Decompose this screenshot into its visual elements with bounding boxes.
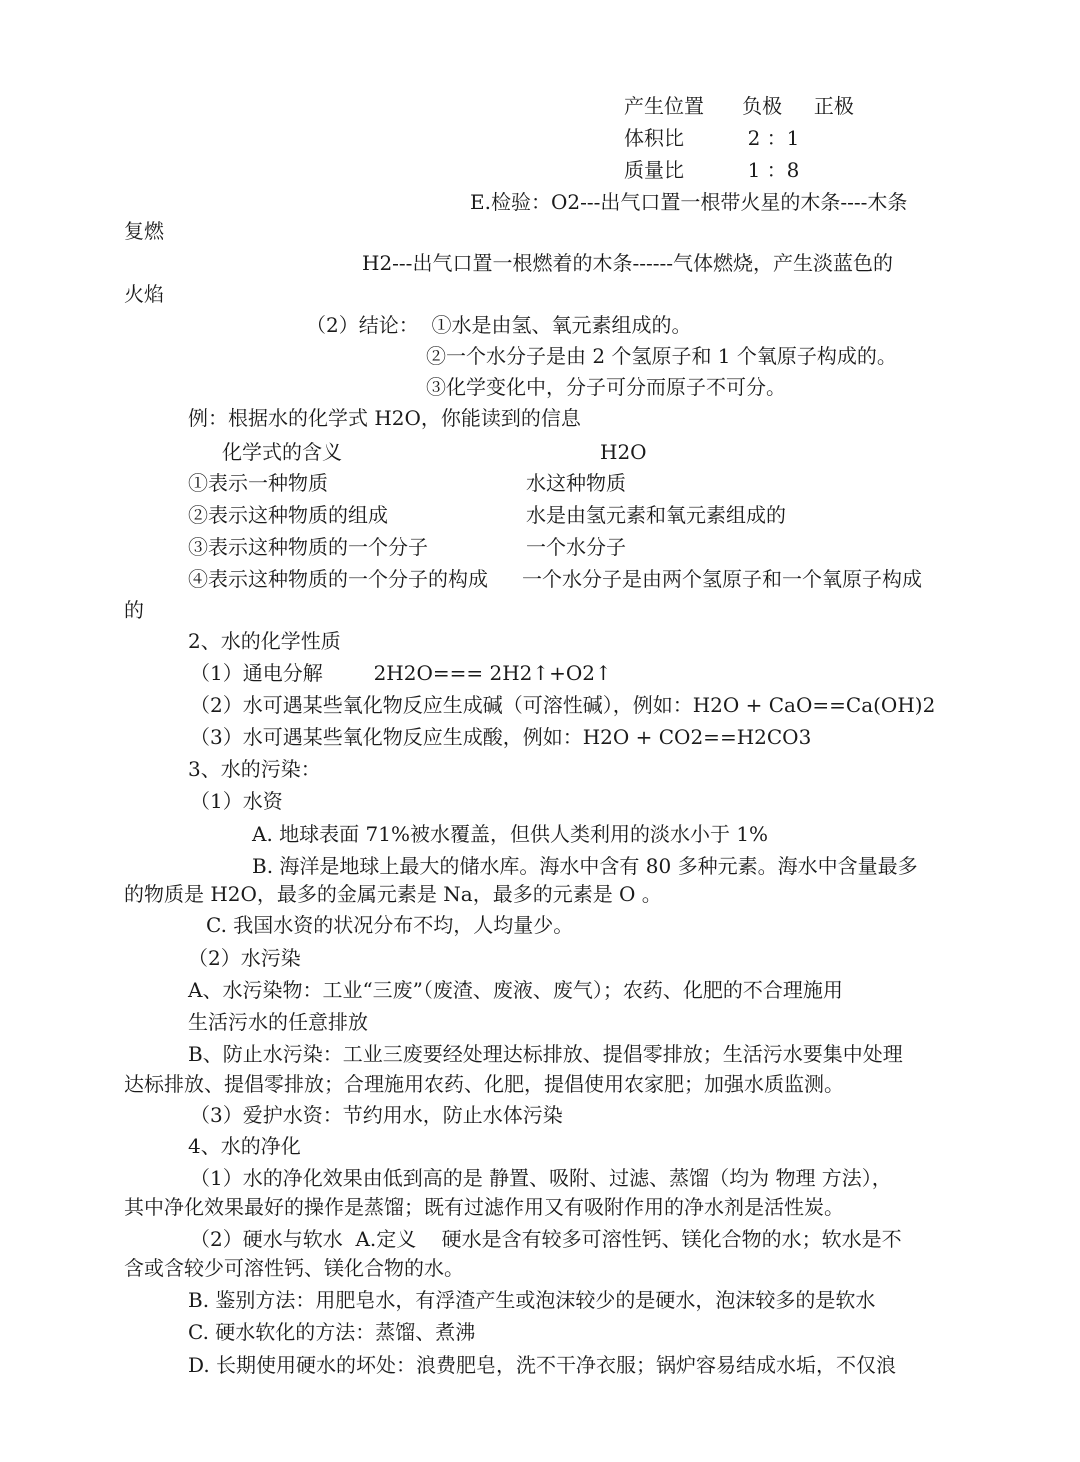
purify-1-cont: 其中净化效果最好的操作是蒸馏；既有过滤作用又有吸附作用的净水剂是活性炭。: [124, 1195, 844, 1219]
chem-title: 2、水的化学性质: [188, 629, 341, 653]
resource-title: （1）水资: [190, 789, 283, 813]
hard-water-d: D. 长期使用硬水的坏处：浪费肥皂，洗不干净衣服；锅炉容易结成水垢，不仅浪: [188, 1353, 897, 1377]
mass-ratio: 质量比 1 ：8: [624, 158, 800, 182]
conclusion-1: （2）结论： ①水是由氢、氧元素组成的。: [306, 313, 692, 337]
protect-line: （3）爱护水资：节约用水，防止水体污染: [190, 1103, 563, 1127]
chem-item: （3）水可遇某些氧化物反应生成酸，例如：H2O + CO2==H2CO3: [190, 725, 812, 749]
test-o2: E.检验：O2---出气口置一根带火星的木条----木条: [470, 190, 908, 214]
formula-meaning-header: 化学式的含义: [222, 440, 342, 464]
formula-header: H2O: [600, 440, 647, 464]
meaning-cont: 的: [124, 598, 144, 622]
pollution-b-cont: 达标排放、提倡零排放；合理施用农药、化肥，提倡使用农家肥；加强水质监测。: [124, 1072, 844, 1096]
chem-item: （2）水可遇某些氧化物反应生成碱（可溶性碱），例如：H2O + CaO==Ca(OH)2: [190, 693, 936, 717]
volume-ratio: 体积比 2 ：1: [624, 126, 800, 150]
conclusion-2: ②一个水分子是由 2 个氢原子和 1 个氧原子构成的。: [426, 344, 897, 368]
purify-title: 4、水的净化: [188, 1134, 301, 1158]
meaning-left: ④表示这种物质的一个分子的构成: [188, 567, 488, 591]
test-h2: H2---出气口置一根燃着的木条------气体燃烧，产生淡蓝色的: [362, 251, 893, 275]
test-h2-cont: 火焰: [124, 282, 164, 306]
resource-c: C. 我国水资的状况分布不均，人均量少。: [206, 913, 574, 937]
conclusion-3: ③化学变化中，分子可分而原子不可分。: [426, 375, 786, 399]
resource-b: B. 海洋是地球上最大的储水库。海水中含有 80 多种元素。海水中含量最多: [252, 854, 918, 878]
test-o2-cont: 复燃: [124, 219, 164, 243]
example-line: 例：根据水的化学式 H2O，你能读到的信息: [188, 406, 581, 430]
table-header: 产生位置 负极 正极: [624, 94, 854, 118]
chem-item: （1）通电分解 2H2O=== 2H2↑+O2↑: [190, 661, 612, 685]
pollution-a: A、水污染物：工业“三废”（废渣、废液、废气）；农药、化肥的不合理施用: [188, 978, 843, 1002]
hard-water-1: （2）硬水与软水 A.定义 硬水是含有较多可溶性钙、镁化合物的水；软水是不: [190, 1227, 902, 1251]
pollution-a-cont: 生活污水的任意排放: [188, 1010, 368, 1034]
pollution-b: B、防止水污染：工业三废要经处理达标排放、提倡零排放；生活污水要集中处理: [188, 1042, 903, 1066]
hard-water-b: B. 鉴别方法：用肥皂水，有浮渣产生或泡沫较少的是硬水，泡沫较多的是软水: [188, 1288, 876, 1312]
purify-1: （1）水的净化效果由低到高的是 静置、吸附、过滤、蒸馏（均为 物理 方法），: [190, 1166, 892, 1190]
hard-water-c: C. 硬水软化的方法：蒸馏、煮沸: [188, 1320, 476, 1344]
meaning-left: ②表示这种物质的组成: [188, 503, 388, 527]
resource-a: A. 地球表面 71%被水覆盖，但供人类利用的淡水小于 1%: [252, 822, 769, 846]
resource-b-cont: 的物质是 H2O，最多的金属元素是 Na，最多的元素是 O 。: [124, 882, 662, 906]
meaning-right: 水这种物质: [526, 471, 626, 495]
pollution-title: 3、水的污染：: [188, 757, 321, 781]
meaning-left: ①表示一种物质: [188, 471, 328, 495]
pollution-sub: （2）水污染: [188, 946, 301, 970]
meaning-right: 一个水分子是由两个氢原子和一个氧原子构成: [522, 567, 922, 591]
meaning-left: ③表示这种物质的一个分子: [188, 535, 428, 559]
meaning-right: 一个水分子: [526, 535, 626, 559]
meaning-right: 水是由氢元素和氧元素组成的: [526, 503, 786, 527]
hard-water-1-cont: 含或含较少可溶性钙、镁化合物的水。: [124, 1256, 464, 1280]
